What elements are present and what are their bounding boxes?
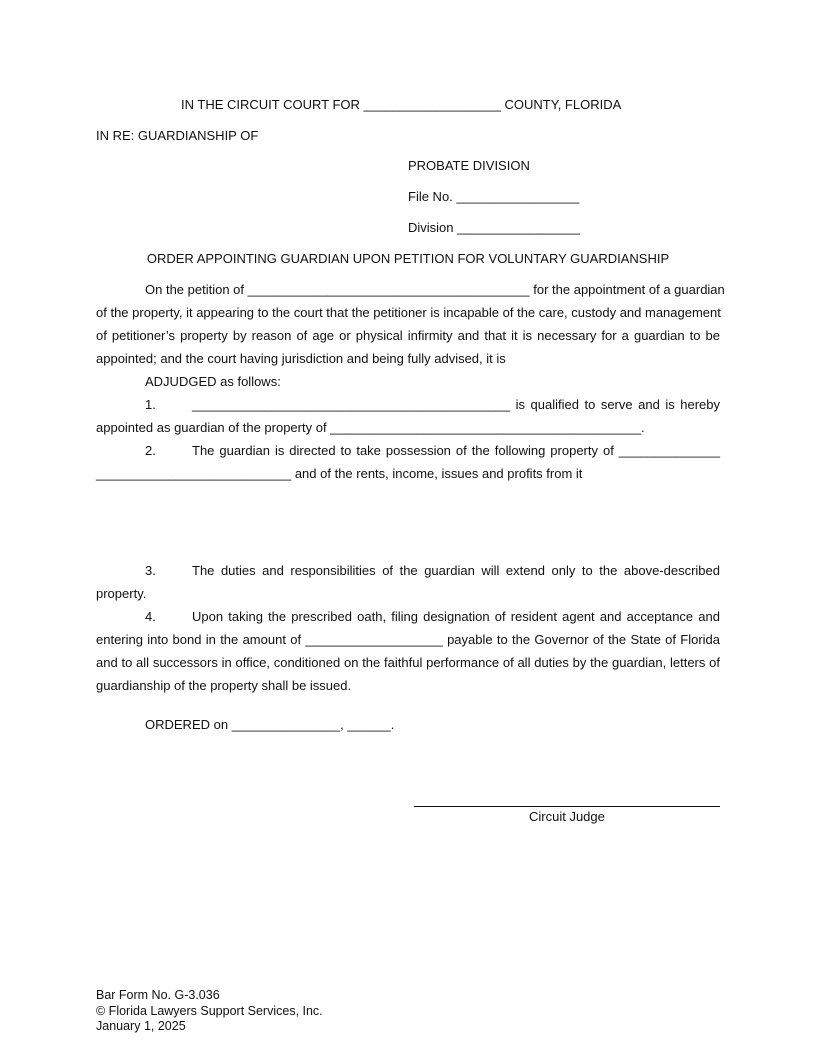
recital-line-3: of petitioner’s property by reason of age or physical infirmity and that it is necessary for a guardian to be bbox=[96, 328, 720, 343]
item-4-line-2: entering into bond in the amount of ___________________ payable to the Governor of the State of Florida bbox=[96, 632, 720, 647]
adjudged-heading: ADJUDGED as follows: bbox=[145, 374, 281, 389]
item-1-line-1 bbox=[192, 397, 720, 413]
ordered-date-line: ORDERED on _______________, ______. bbox=[145, 717, 395, 732]
form-date: January 1, 2025 bbox=[96, 1019, 186, 1033]
court-line: IN THE CIRCUIT COURT FOR ___________________ COUNTY, FLORIDA bbox=[181, 97, 622, 112]
recital-text-a: On the petition of bbox=[145, 282, 245, 297]
item-1-line-2: appointed as guardian of the property of ___________________________________________. bbox=[96, 420, 645, 435]
bar-form-number: Bar Form No. G-3.036 bbox=[96, 988, 220, 1002]
item-3-number: 3. bbox=[145, 563, 156, 578]
item-4-number: 4. bbox=[145, 609, 156, 624]
item-4-line-4: guardianship of the property shall be issued. bbox=[96, 678, 352, 693]
form-footer bbox=[96, 988, 323, 1035]
item-2-number: 2. bbox=[145, 443, 156, 458]
circuit-judge-label: Circuit Judge bbox=[529, 809, 605, 824]
probate-division: PROBATE DIVISION bbox=[408, 158, 530, 173]
item-2-line-2: ___________________________ and of the rents, income, issues and profits from it bbox=[96, 466, 583, 481]
document-title: ORDER APPOINTING GUARDIAN UPON PETITION FOR VOLUNTARY GUARDIANSHIP bbox=[146, 251, 670, 266]
petitioner-blank: _______________________________________ bbox=[247, 282, 530, 297]
item-3-line-1: The duties and responsibilities of the guardian will extend only to the above-described bbox=[192, 563, 720, 578]
recital-line-1 bbox=[145, 282, 725, 298]
guardian-name-blank: ____________________________________________ bbox=[192, 397, 511, 412]
in-re-heading: IN RE: GUARDIANSHIP OF bbox=[96, 128, 259, 143]
recital-text-b: for the appointment of a guardian bbox=[533, 282, 725, 297]
item-4-line-1: Upon taking the prescribed oath, filing designation of resident agent and acceptance and bbox=[192, 609, 720, 624]
file-number: File No. _________________ bbox=[408, 189, 580, 204]
division-number: Division _________________ bbox=[408, 220, 581, 235]
item-1-text: is qualified to serve and is hereby bbox=[515, 397, 720, 412]
signature-line bbox=[414, 806, 720, 807]
item-2-line-1: The guardian is directed to take possession of the following property of ______________ bbox=[192, 443, 720, 458]
copyright-notice: © Florida Lawyers Support Services, Inc. bbox=[96, 1003, 323, 1018]
recital-line-2: of the property, it appearing to the court that the petitioner is incapable of the care, custody and management bbox=[96, 305, 721, 320]
item-3-line-2: property. bbox=[96, 586, 147, 601]
recital-line-4: appointed; and the court having jurisdiction and being fully advised, it is bbox=[96, 351, 506, 366]
item-4-line-3: and to all successors in office, conditioned on the faithful performance of all duties by the guardian, letters of bbox=[96, 655, 720, 670]
item-1-number: 1. bbox=[145, 397, 156, 412]
